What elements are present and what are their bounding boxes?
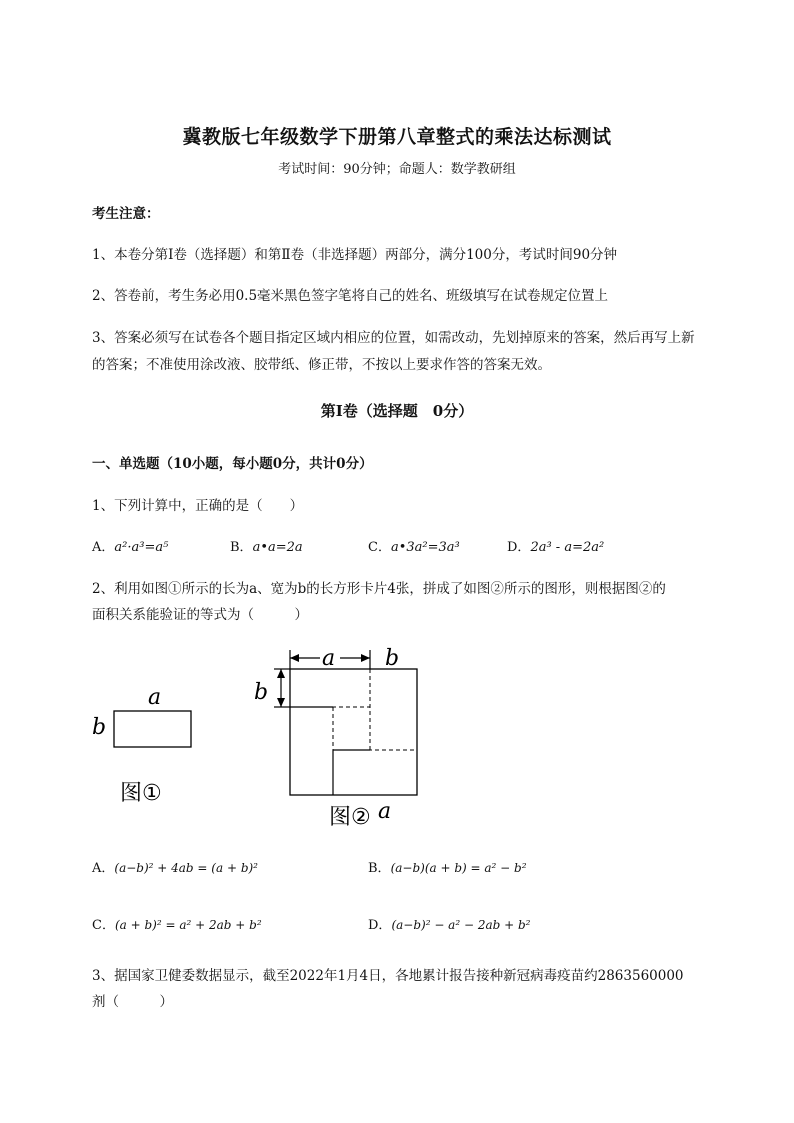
q1-option-d[interactable] [507, 536, 604, 555]
q1-option-d-label: D． [507, 540, 531, 555]
q1-option-d-text: 2a³ - a=2a² [530, 540, 605, 555]
fig2-a-label: a [322, 646, 336, 671]
q1-option-b-label: B． [230, 540, 253, 555]
fig2-bottom-label: a [378, 799, 392, 824]
fig2-b-arrow-down-icon [277, 698, 285, 707]
q2-option-d-label: D． [368, 918, 392, 933]
q2-option-a-label: A． [92, 861, 115, 876]
q2-stem-line2: 面积关系能验证的等式为（ ） [92, 607, 308, 623]
q1-option-c-label: C． [368, 540, 391, 555]
q1-option-b[interactable] [230, 536, 303, 555]
notice-item-3: 3、答案必须写在试卷各个题目指定区域内相应的位置，如需改动，先划掉原来的答案，然后再写上新 [92, 330, 695, 346]
q3-stem-line2: 剂（ ） [92, 994, 173, 1010]
fig2-b-arrow-up-icon [277, 669, 285, 678]
q1-option-b-text: a•a=2a [252, 540, 303, 555]
q1-option-c-text: a•3a²=3a³ [390, 540, 460, 555]
notice-heading: 考生注意： [92, 206, 160, 222]
q2-option-b-text: (a−b)(a + b) = a² − b² [390, 861, 527, 875]
notice-item-3-cont: 的答案；不准使用涂改液、胶带纸、修正带，不按以上要求作答的答案无效。 [92, 357, 551, 373]
q1-option-c[interactable] [368, 536, 460, 555]
fig2-b-left-label: b [254, 680, 269, 705]
notice-item-1: 1、本卷分第I卷（选择题）和第Ⅱ卷（非选择题）两部分，满分100分，考试时间90分钟 [92, 247, 618, 263]
q2-figures [80, 640, 480, 840]
q2-stem-line1: 2、利用如图①所示的长为a、宽为b的长方形卡片4张，拼成了如图②所示的图形，则根据图②的 [92, 581, 666, 597]
q2-option-c-text: (a + b)² = a² + 2ab + b² [114, 918, 262, 932]
q2-option-d-text: (a−b)² − a² − 2ab + b² [391, 918, 531, 932]
notice-item-2: 2、答卷前，考生务必用0.5毫米黑色签字笔将自己的姓名、班级填写在试卷规定位置上 [92, 288, 609, 304]
page-title: 冀教版七年级数学下册第八章整式的乘法达标测试 [182, 126, 612, 148]
fig2-a-arrow-left-icon [290, 654, 299, 662]
fig1-top-label: a [148, 685, 162, 710]
fig2-a-arrow-right-icon [361, 654, 370, 662]
q2-option-d[interactable] [368, 914, 530, 933]
q2-option-c-label: C． [92, 918, 115, 933]
fig1-left-label: b [92, 715, 107, 740]
part-heading: 一、单选题（10小题，每小题0分，共计0分） [92, 456, 373, 472]
q2-option-b-label: B． [368, 861, 391, 876]
q2-option-c[interactable] [92, 914, 262, 933]
q2-option-b[interactable] [368, 857, 527, 876]
fig2-outer-square [290, 669, 417, 795]
fig2-caption: 图② [329, 805, 371, 830]
q2-option-a[interactable] [92, 857, 258, 876]
fig1-caption: 图① [120, 781, 162, 806]
q1-option-a-label: A． [92, 540, 115, 555]
q1-option-a[interactable] [92, 536, 168, 555]
q2-option-a-text: (a−b)² + 4ab = (a + b)² [114, 861, 258, 875]
q3-stem-line1: 3、据国家卫健委数据显示，截至2022年1月4日，各地累计报告接种新冠病毒疫苗约2863560000 [92, 968, 684, 984]
page-subtitle: 考试时间：90分钟；命题人：数学教研组 [278, 162, 516, 177]
fig2-b-top-label: b [385, 646, 400, 671]
section-title: 第I卷（选择题 0分） [320, 402, 474, 420]
q1-stem: 1、下列计算中，正确的是（ ） [92, 498, 304, 514]
q1-option-a-text: a²·a³=a⁵ [114, 540, 169, 555]
fig1-rectangle [114, 711, 191, 747]
